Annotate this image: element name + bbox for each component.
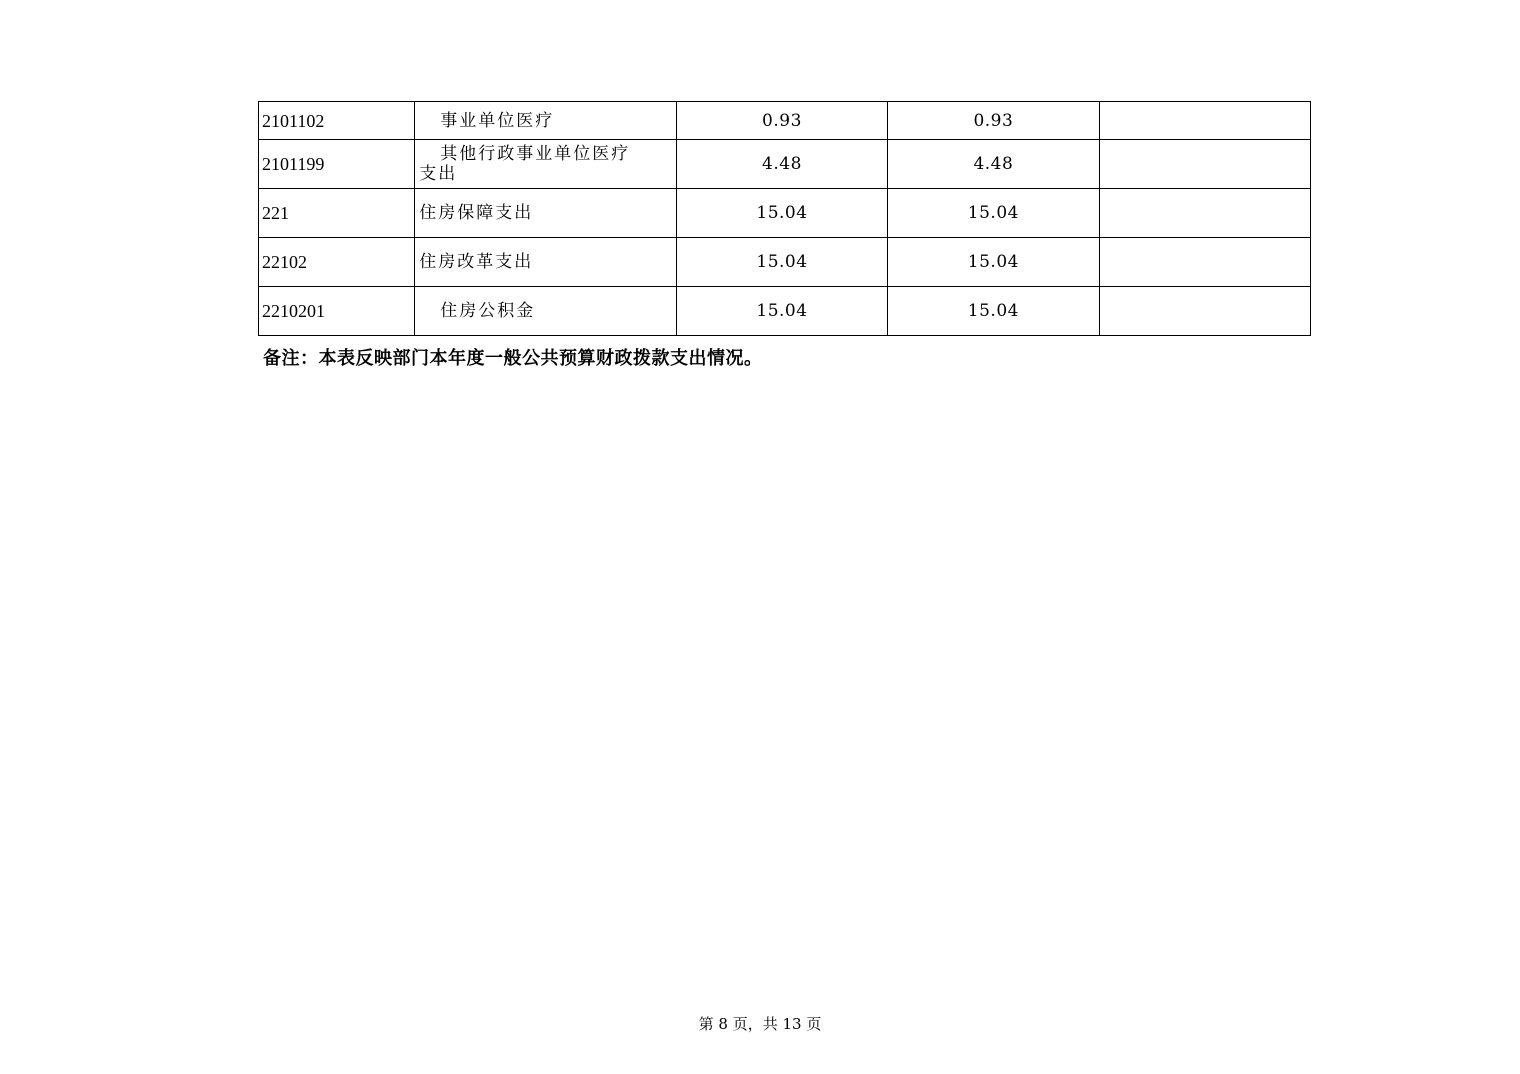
basic-value: 0.93 — [888, 102, 1099, 140]
subject-name — [415, 238, 676, 287]
project-value — [1099, 140, 1310, 189]
subject-code: 221 — [259, 189, 415, 238]
subject-name-text: 事业单位医疗 — [440, 110, 555, 131]
subject-name-line1: 其他行政事业单位医疗 — [440, 144, 631, 164]
project-value — [1099, 238, 1310, 287]
table-row — [259, 102, 1311, 140]
subject-name-line2: 支出 — [419, 164, 458, 184]
subject-code: 2101199 — [259, 140, 415, 189]
table-row — [259, 140, 1311, 189]
basic-value: 4.48 — [888, 140, 1099, 189]
subject-name — [415, 102, 676, 140]
project-value — [1099, 102, 1310, 140]
total-value: 15.04 — [676, 238, 887, 287]
subject-name-text: 住房公积金 — [440, 301, 536, 321]
subject-name-text: 住房保障支出 — [419, 203, 534, 223]
subject-name — [415, 140, 676, 189]
page-number: 第 8 页，共 13 页 — [698, 1015, 822, 1033]
basic-value: 15.04 — [888, 238, 1099, 287]
subject-code: 22102 — [259, 238, 415, 287]
total-value: 0.93 — [676, 102, 887, 140]
subject-code: 2210201 — [259, 287, 415, 336]
basic-value: 15.04 — [888, 189, 1099, 238]
subject-code: 2101102 — [259, 102, 415, 140]
table-note: 备注：本表反映部门本年度一般公共预算财政拨款支出情况。 — [263, 348, 763, 369]
table-row — [259, 287, 1311, 336]
project-value — [1099, 189, 1310, 238]
total-value: 4.48 — [676, 140, 887, 189]
total-value: 15.04 — [676, 287, 887, 336]
table-row — [259, 189, 1311, 238]
budget-table — [258, 101, 1311, 336]
subject-name — [415, 189, 676, 238]
subject-name — [415, 287, 676, 336]
table-row — [259, 238, 1311, 287]
project-value — [1099, 287, 1310, 336]
basic-value: 15.04 — [888, 287, 1099, 336]
total-value: 15.04 — [676, 189, 887, 238]
subject-name-text: 住房改革支出 — [419, 252, 534, 272]
